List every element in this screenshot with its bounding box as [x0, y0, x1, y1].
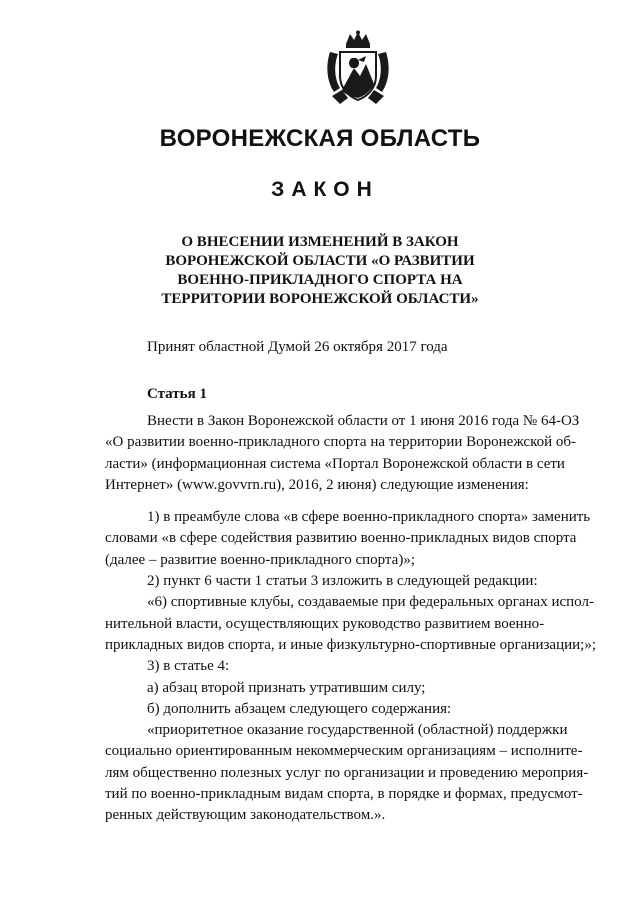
- body-line: «О развитии военно-прикладного спорта на территории Воронежской об-: [105, 434, 577, 451]
- article-heading: Статья 1: [147, 386, 207, 402]
- body-line: Внести в Закон Воронежской области от 1 июня 2016 года № 64-ОЗ: [147, 413, 580, 429]
- law-title-line: О ВНЕСЕНИИ ИЗМЕНЕНИЙ В ЗАКОН: [181, 234, 459, 250]
- law-title: [120, 233, 520, 309]
- body-line: «приоритетное оказание государственной (областной) поддержки: [147, 722, 568, 739]
- body-line: социально ориентированным некоммерческим организациям – исполните-: [105, 743, 583, 760]
- document-type: ЗАКОН: [271, 178, 379, 201]
- body-line: (далее – развитие военно-прикладного спорта)»;: [105, 551, 415, 568]
- article-body: [105, 411, 597, 827]
- law-title-line: ВОЕННО-ПРИКЛАДНОГО СПОРТА НА: [177, 272, 463, 288]
- body-line: 1) в преамбуле слова «в сфере военно-прикладного спорта» заменить: [147, 509, 591, 526]
- body-line: 2) пункт 6 части 1 статьи 3 изложить в следующей редакции:: [147, 573, 538, 590]
- law-title-line: ТЕРРИТОРИИ ВОРОНЕЖСКОЙ ОБЛАСТИ»: [161, 291, 479, 307]
- body-line: прикладных видов спорта, и иные физкультурно-спортивные организации;»;: [105, 636, 597, 653]
- body-line: лям общественно полезных услуг по организации и проведению мероприя-: [105, 764, 589, 781]
- body-line: ренных действующим законодательством.».: [105, 807, 386, 824]
- body-line: нительной власти, осуществляющих руководство развитием военно-: [105, 615, 545, 632]
- body-line: 3) в статье 4:: [147, 658, 230, 675]
- body-line: а) абзац второй признать утратившим силу;: [147, 679, 426, 696]
- body-line: словами «в сфере содействия развитию военно-прикладных видов спорта: [105, 530, 577, 547]
- body-line: Интернет» (www.govvrn.ru), 2016, 2 июня) следующие изменения:: [105, 476, 529, 493]
- adoption-note: Принят областной Думой 26 октября 2017 года: [147, 339, 448, 355]
- body-line: «6) спортивные клубы, создаваемые при федеральных органах испол-: [147, 594, 594, 611]
- region-title: ВОРОНЕЖСКАЯ ОБЛАСТЬ: [159, 125, 481, 152]
- coat-of-arms-icon: [322, 30, 394, 106]
- law-title-line: ВОРОНЕЖСКОЙ ОБЛАСТИ «О РАЗВИТИИ: [165, 253, 475, 269]
- body-line: тий по военно-прикладным видам спорта, в порядке и формах, предусмот-: [105, 786, 583, 803]
- body-line: ласти» (информационная система «Портал Воронежской области в сети: [105, 455, 565, 472]
- body-line: б) дополнить абзацем следующего содержания:: [147, 700, 452, 717]
